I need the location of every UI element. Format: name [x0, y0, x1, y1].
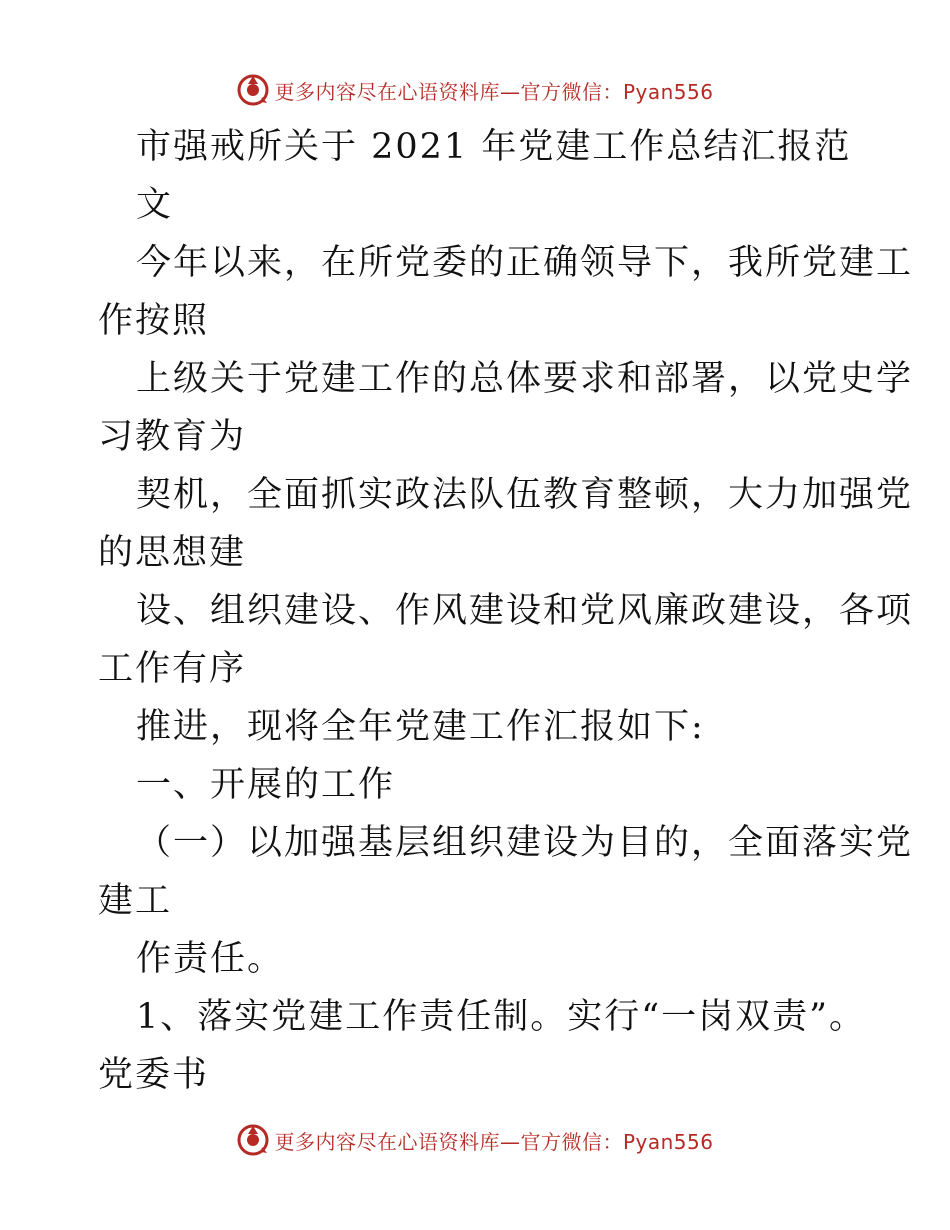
text-line: 上级关于党建工作的总体要求和部署，以党史学: [136, 359, 914, 399]
text-line: 习教育为: [98, 417, 247, 457]
text-line: 建工: [98, 881, 173, 921]
header-banner-text: 更多内容尽在心语资料库—官方微信：Pyan556: [274, 79, 714, 104]
text-line: 作责任。: [136, 939, 285, 979]
text-line: 推进，现将全年党建工作汇报如下:: [136, 707, 705, 747]
document-body: [98, 118, 914, 1104]
text-line: 今年以来，在所党委的正确领导下，我所党建工: [136, 243, 914, 283]
text-line: 党委书: [98, 1055, 210, 1095]
footer-banner-text: 更多内容尽在心语资料库—官方微信：Pyan556: [274, 1129, 714, 1154]
text-line: 文: [136, 185, 174, 225]
footer-banner: [0, 1120, 950, 1160]
text-line: 设、组织建设、作风建设和党风廉政建设，各项: [136, 591, 914, 631]
text-line: 1、落实党建工作责任制。实行“一岗双责”。: [136, 997, 867, 1037]
text-line: 一、开展的工作: [136, 765, 396, 805]
text-line: （一）以加强基层组织建设为目的，全面落实党: [136, 823, 914, 863]
text-line: 作按照: [98, 301, 210, 341]
text-line: 契机，全面抓实政法队伍教育整顿，大力加强党: [136, 475, 914, 515]
text-line: 的思想建: [98, 533, 247, 573]
seal-logo-icon: [236, 1123, 270, 1157]
text-line: 工作有序: [98, 649, 247, 689]
header-banner: [0, 70, 950, 110]
text-line: 市强戒所关于 2021 年党建工作总结汇报范: [136, 127, 852, 167]
seal-logo-icon: [236, 73, 270, 107]
